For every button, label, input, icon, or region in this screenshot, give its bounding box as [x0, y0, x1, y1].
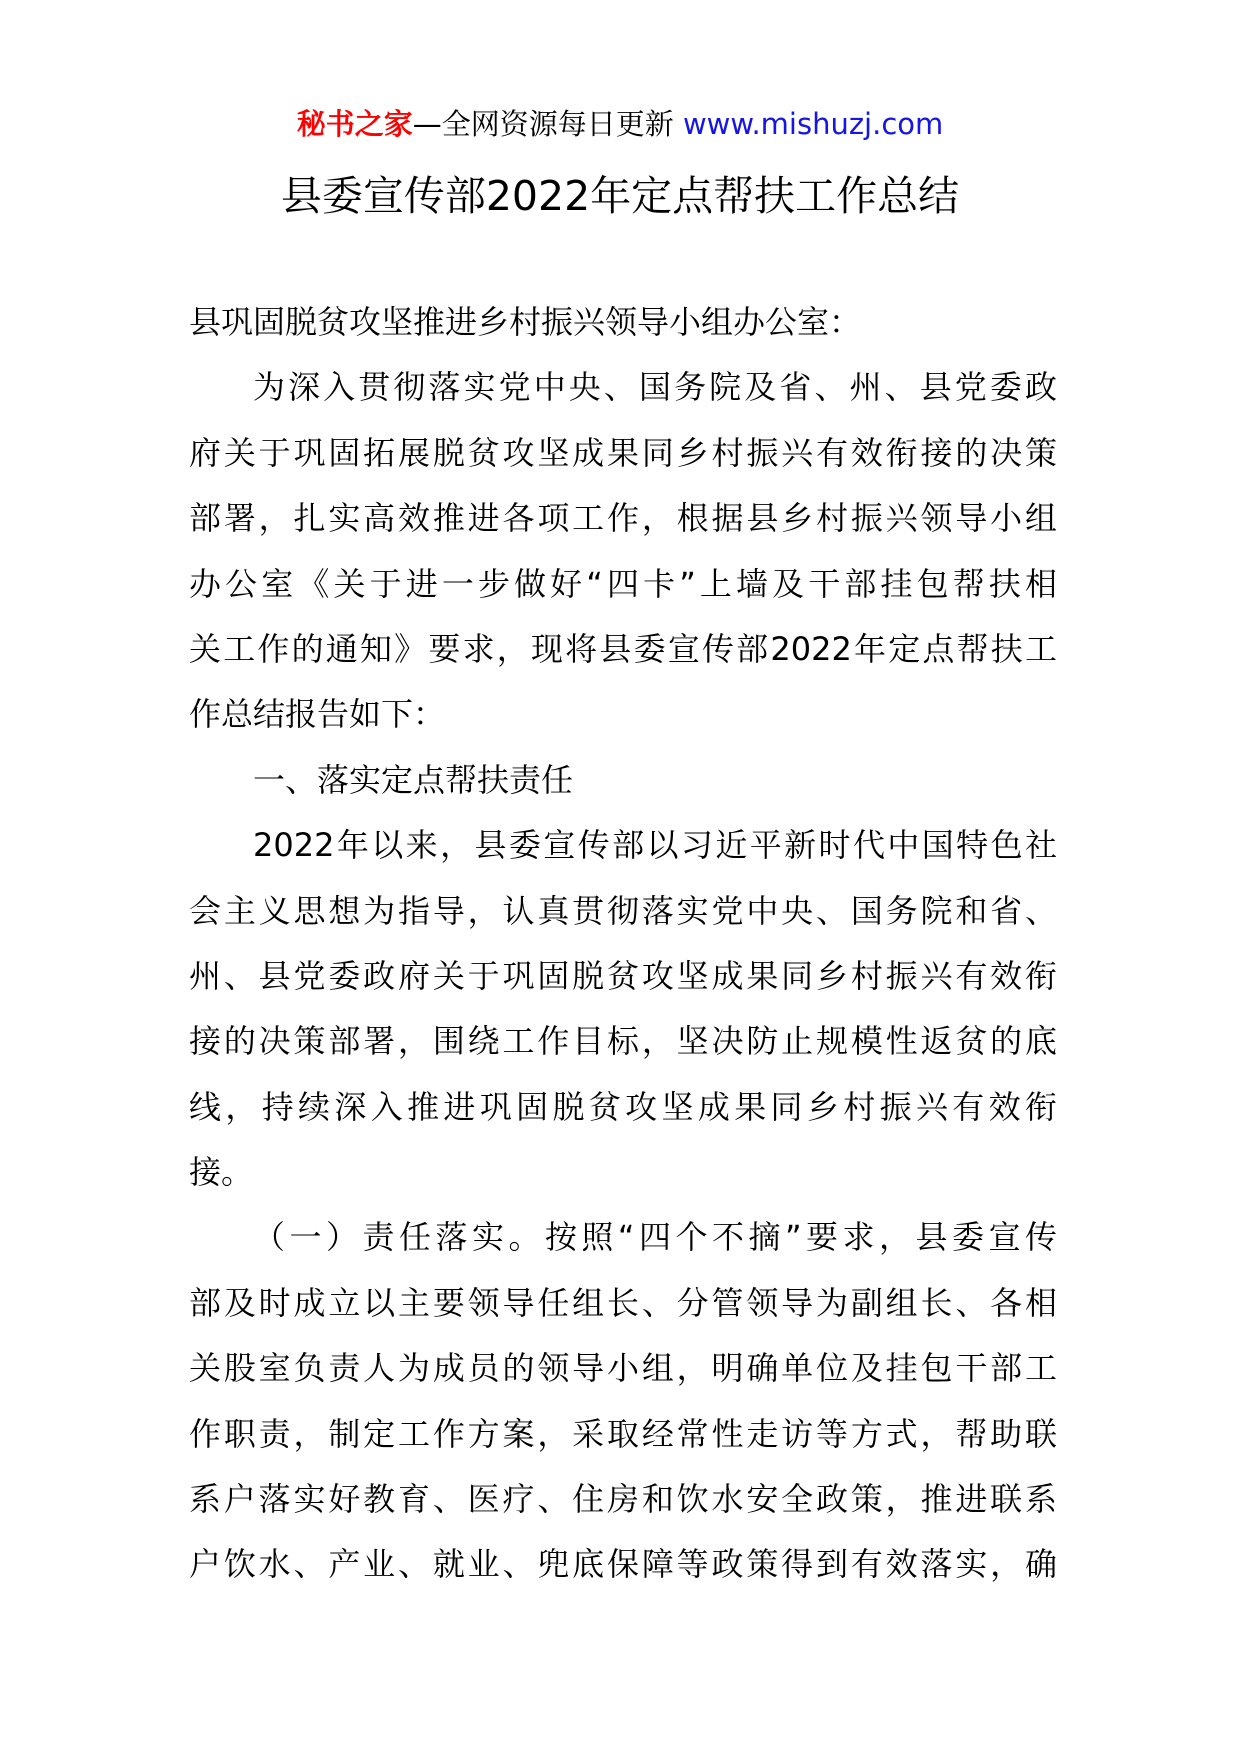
document-body — [189, 290, 1057, 1598]
site-slogan: —全网资源每日更新 — [412, 107, 674, 141]
paragraph-line: 府关于巩固拓展脱贫攻坚成果同乡村振兴有效衔接的决策 — [189, 433, 1057, 472]
paragraph-line: 会主义思想为指导，认真贯彻落实党中央、国务院和省、 — [189, 891, 1057, 930]
paragraph-line: 部署，扎实高效推进各项工作，根据县乡村振兴领导小组 — [189, 499, 1057, 538]
paragraph-line: 2022年以来，县委宣传部以习近平新时代中国特色社 — [253, 826, 1057, 865]
paragraph-line: 作总结报告如下： — [189, 695, 446, 734]
site-header — [0, 104, 1240, 144]
paragraph-line: （一）责任落实。按照“四个不摘”要求，县委宣传 — [253, 1218, 1057, 1257]
paragraph-line: 州、县党委政府关于巩固脱贫攻坚成果同乡村振兴有效衔 — [189, 956, 1057, 995]
salutation: 县巩固脱贫攻坚推进乡村振兴领导小组办公室： — [189, 303, 862, 341]
paragraph-line: 部及时成立以主要领导任组长、分管领导为副组长、各相 — [189, 1283, 1057, 1322]
paragraph-line: 作职责，制定工作方案，采取经常性走访等方式，帮助联 — [189, 1414, 1057, 1453]
paragraph-line: 关工作的通知》要求，现将县委宣传部2022年定点帮扶工 — [189, 629, 1057, 668]
section-heading: 一、落实定点帮扶责任 — [253, 760, 574, 799]
paragraph-line: 关股室负责人为成员的领导小组，明确单位及挂包干部工 — [189, 1349, 1057, 1388]
site-brand: 秘书之家 — [296, 107, 413, 141]
paragraph-line: 办公室《关于进一步做好“四卡”上墙及干部挂包帮扶相 — [189, 564, 1057, 603]
paragraph-line: 为深入贯彻落实党中央、国务院及省、州、县党委政 — [253, 368, 1057, 407]
paragraph-line: 户饮水、产业、就业、兜底保障等政策得到有效落实，确 — [189, 1545, 1057, 1584]
paragraph-line: 系户落实好教育、医疗、住房和饮水安全政策，推进联系 — [189, 1480, 1057, 1519]
site-url-link[interactable]: www.mishuzj.com — [682, 107, 944, 141]
paragraph-line: 接的决策部署，围绕工作目标，坚决防止规模性返贫的底 — [189, 1022, 1057, 1061]
document-title: 县委宣传部2022年定点帮扶工作总结 — [280, 172, 960, 220]
paragraph-line: 接。 — [189, 1153, 254, 1192]
paragraph-line: 线，持续深入推进巩固脱贫攻坚成果同乡村振兴有效衔 — [189, 1087, 1057, 1126]
